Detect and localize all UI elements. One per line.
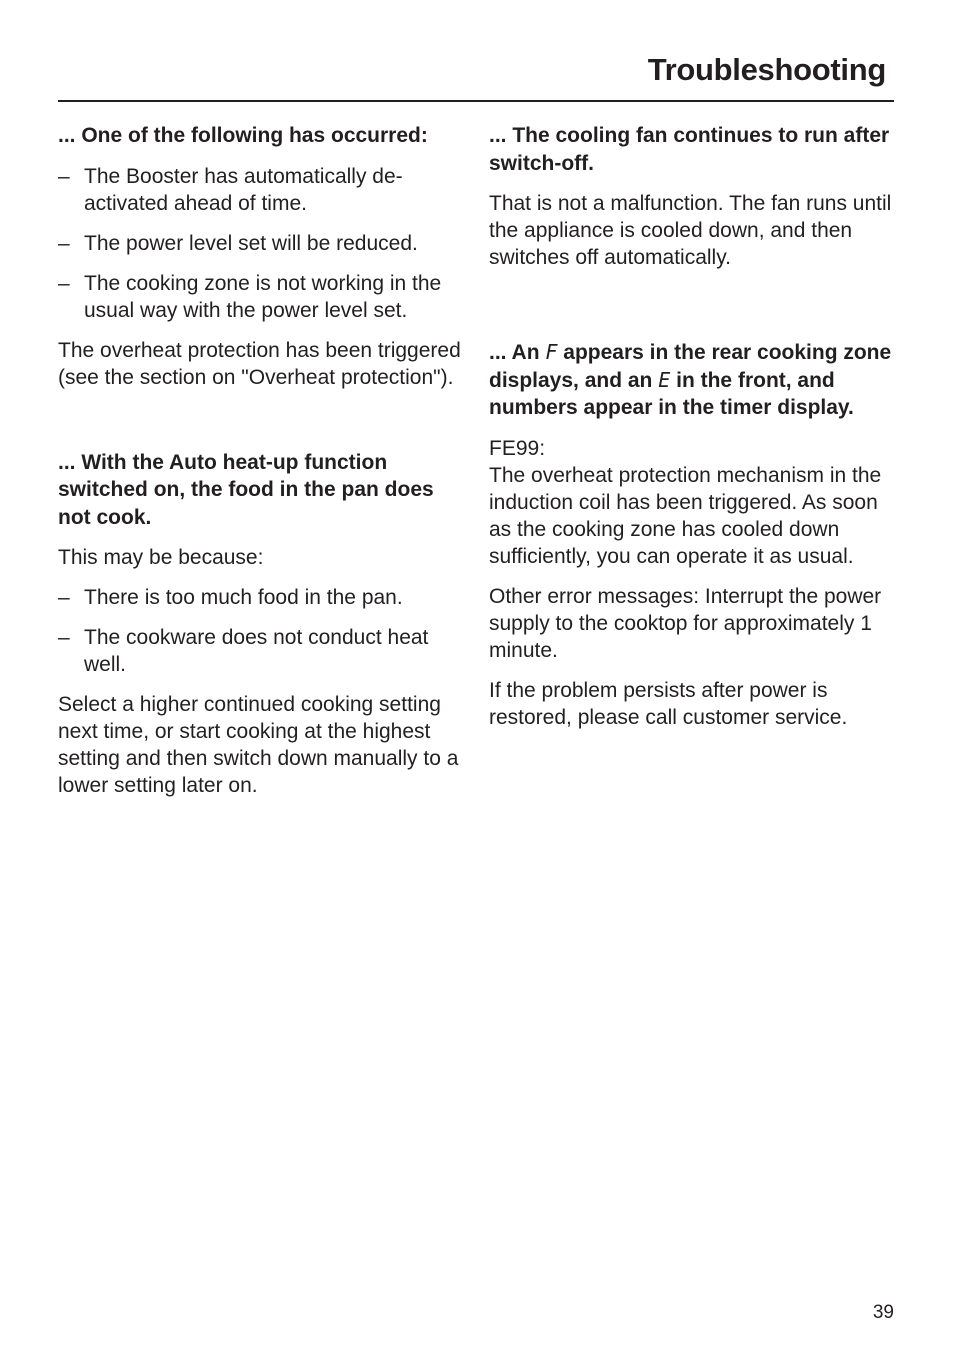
body-text-advice: Select a higher continued cooking setting next time, or start cooking at the highest setting and then switch down manually to a lower setting later on. [58, 693, 459, 797]
body-text-persist: If the problem persists after power is restored, please call customer service. [489, 678, 848, 729]
list-item [58, 584, 468, 611]
page-number: 39 [872, 1302, 894, 1323]
list-item-text: The power level set will be reduced. [84, 231, 418, 255]
list-item-text: The cookware does not conduct heat well. [84, 626, 429, 676]
body-text-overheat: The overheat protection has been triggered (see the section on "Overheat protection"). [58, 338, 461, 389]
list-item-text: The cooking zone is not working in the usual way with the power level set. [84, 271, 442, 322]
page-header [58, 50, 894, 102]
error-code-block [489, 435, 899, 570]
list-item [58, 624, 468, 678]
list-item-text: The Booster has automatically de-activated ahead of time. [84, 164, 403, 215]
page-title: Troubleshooting [647, 52, 886, 87]
dash-bullet: – [58, 271, 70, 295]
list-item [58, 230, 468, 257]
section-heading-occurred: ... One of the following has occurred: [58, 124, 428, 147]
dash-bullet: – [58, 586, 70, 609]
body-text-other-errors: Other error messages: Interrupt the power supply to the cooktop for approximately 1 minute. [489, 584, 882, 662]
heading-part: ... An [489, 341, 546, 364]
section-heading-cooling-fan: ... The cooling fan continues to run after switch-off. [489, 124, 890, 175]
dash-bullet: – [58, 164, 70, 188]
heading-part: appears in the rear cooking zone displays, and an [489, 341, 892, 392]
list-item [58, 163, 468, 217]
body-text-intro: This may be because: [58, 546, 264, 569]
dash-bullet: – [58, 626, 70, 649]
section-heading-error-display [489, 339, 899, 422]
list-item [58, 270, 468, 324]
left-column [58, 122, 468, 812]
display-symbol-e: E [658, 367, 671, 392]
error-code-label: FE99: [489, 436, 546, 460]
body-text-fan: That is not a malfunction. The fan runs until the appliance is cooled down, and then switches off automatically. [489, 192, 892, 269]
list-item-text: There is too much food in the pan. [84, 586, 403, 609]
error-code-body: The overheat protection mechanism in the induction coil has been triggered. As soon as the cooking zone has cooled down sufficiently, you can operate it as usual. [489, 463, 882, 568]
dash-bullet: – [58, 231, 70, 255]
section-heading-auto-heat-up: ... With the Auto heat-up function switched on, the food in the pan does not cook. [58, 450, 434, 529]
display-symbol-f: F [545, 340, 558, 364]
right-column [489, 122, 899, 744]
heading-part: in the front, and numbers appear in the timer display. [489, 368, 854, 419]
